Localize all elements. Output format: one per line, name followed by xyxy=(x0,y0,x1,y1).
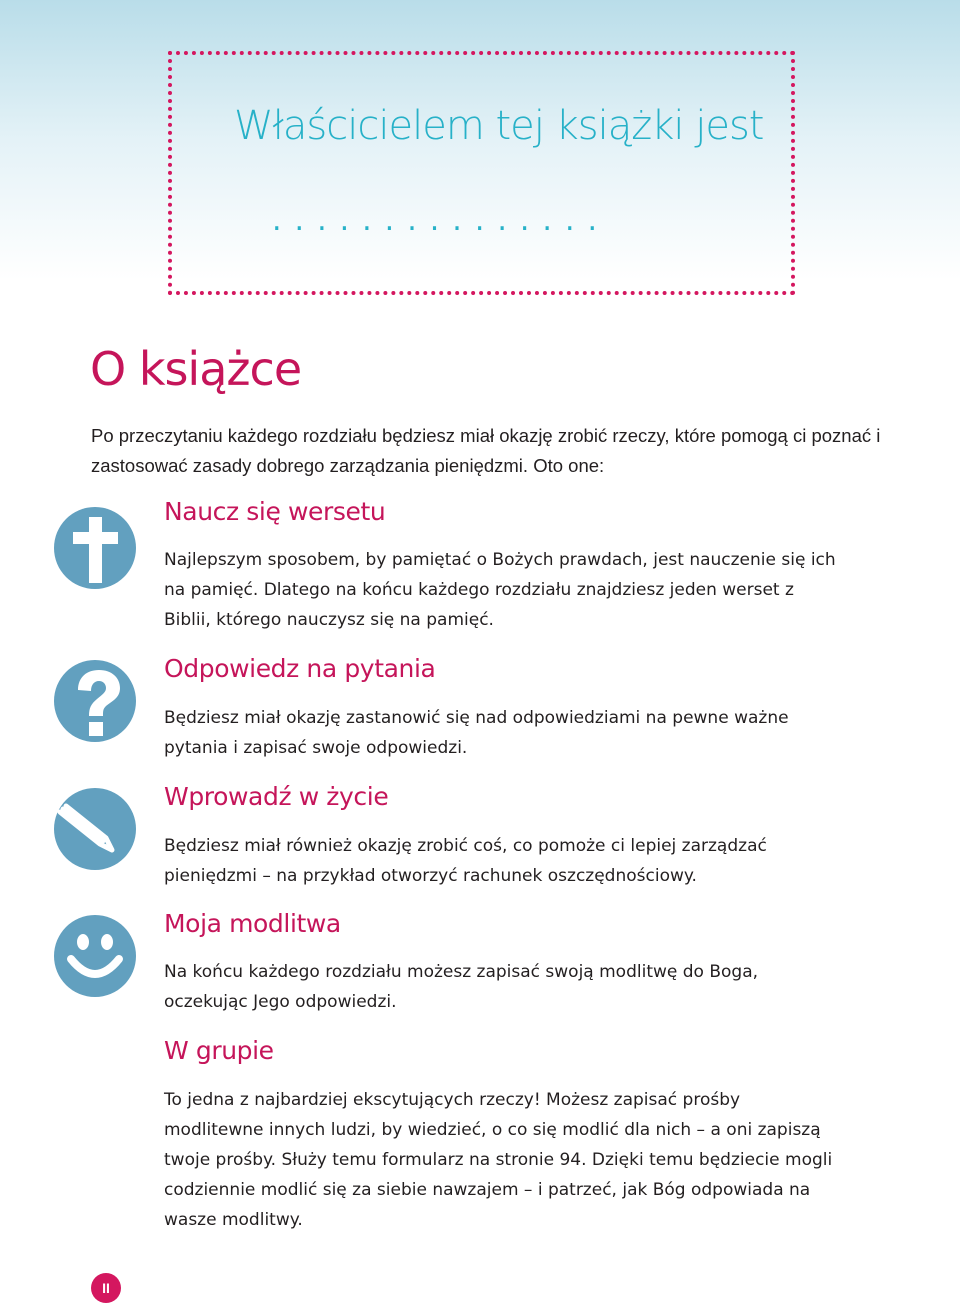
section-body-apply: Będziesz miał również okazję zrobić coś, co pomoże ci lepiej zarządzać pieniędzmi – na przykład otworzyć rachunek oszczędnościowy. xyxy=(164,836,767,886)
question-mark-icon xyxy=(54,660,136,742)
section-body-prayer: Na końcu każdego rozdziału możesz zapisać swoją modlitwę do Boga, oczekując Jego odpowiedzi. xyxy=(164,962,759,1012)
section-title-group: W grupie xyxy=(164,1036,274,1065)
section-title-prayer: Moja modlitwa xyxy=(164,909,341,938)
pencil-icon xyxy=(54,788,136,870)
intro-paragraph: Po przeczytaniu każdego rozdziału będziesz miał okazję zrobić rzeczy, które pomogą ci poznać i zastosować zasady dobrego zarządzania pieniędzmi. Oto one: xyxy=(91,425,881,476)
page-title: O książce xyxy=(90,342,302,396)
section-title-verse: Naucz się wersetu xyxy=(164,497,386,526)
page-number-badge: II xyxy=(91,1273,121,1303)
owner-box xyxy=(168,51,795,295)
owner-name-line: ............... xyxy=(272,203,611,238)
owner-title: Właścicielem tej książki jest xyxy=(234,103,764,149)
section-title-questions: Odpowiedz na pytania xyxy=(164,654,436,683)
cross-icon xyxy=(54,507,136,589)
smiley-icon xyxy=(54,915,136,997)
section-body-verse: Najlepszym sposobem, by pamiętać o Bożych prawdach, jest nauczenie się ich na pamięć. Dlatego na końcu każdego rozdziału znajdziesz jeden werset z Biblii, którego nauczysz się na pamięć. xyxy=(164,550,836,630)
section-body-questions: Będziesz miał okazję zastanowić się nad odpowiedziami na pewne ważne pytania i zapisać swoje odpowiedzi. xyxy=(164,708,789,758)
section-title-apply: Wprowadź w życie xyxy=(164,782,389,811)
section-body-group: To jedna z najbardziej ekscytujących rzeczy! Możesz zapisać prośby modlitewne innych ludzi, by wiedzieć, o co się modlić dla nich – a oni zapiszą twoje prośby. Służy temu formularz na stronie 94. Dzięki temu będziecie mogli codziennie modlić się za siebie nawzajem – i patrzeć, jak Bóg odpowiada na wasze modlitwy. xyxy=(164,1090,833,1230)
